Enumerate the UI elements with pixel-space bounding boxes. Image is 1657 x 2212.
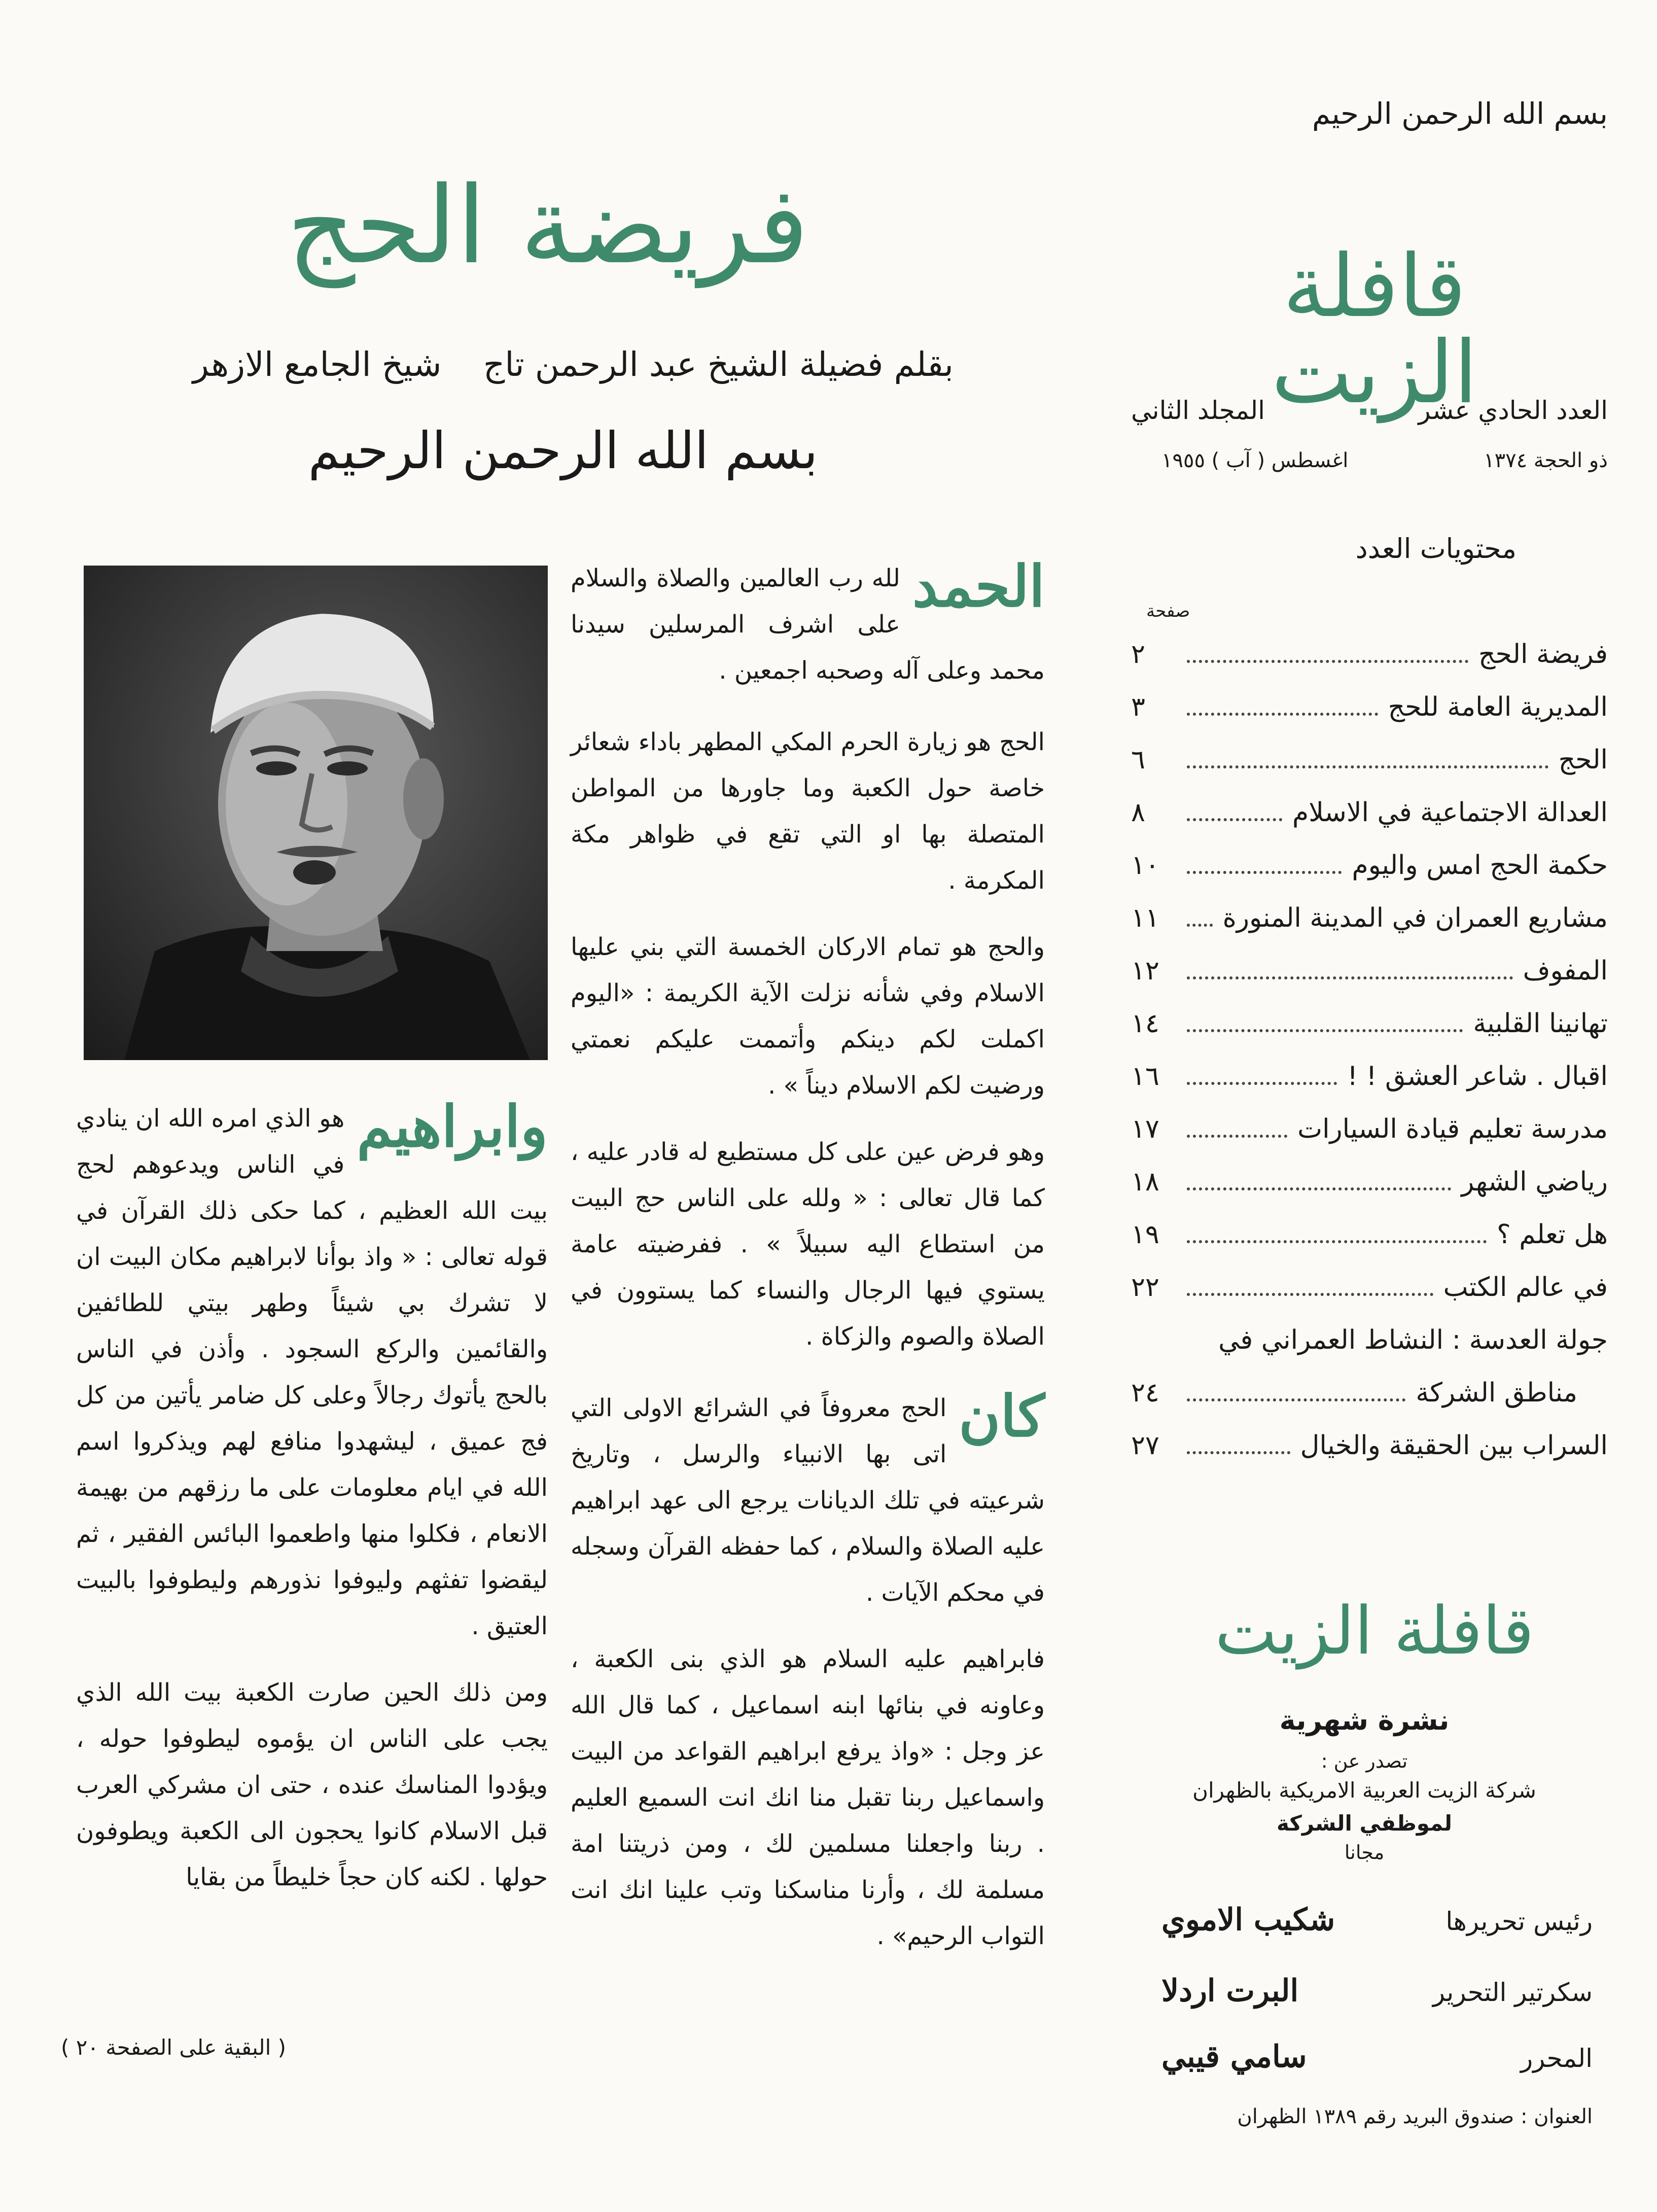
toc-item-page: ٢٢: [1131, 1272, 1159, 1303]
toc-item-title: اقبال . شاعر العشق ! !: [1347, 1061, 1608, 1092]
volume-number: المجلد الثاني: [1131, 396, 1265, 425]
toc-item-title: المديرية العامة للحج: [1388, 692, 1608, 722]
toc-item-page: ٣: [1131, 692, 1145, 722]
toc-leader-dots: [1187, 871, 1342, 874]
toc-item-page: ٢: [1131, 639, 1145, 670]
toc-item-title: تهانينا القلبية: [1473, 1008, 1608, 1039]
toc-item: [1131, 850, 1608, 903]
toc-item: [1131, 797, 1608, 850]
toc-item-page: ١٩: [1131, 1219, 1159, 1250]
article-column-1: [571, 555, 1045, 2067]
paragraph: فابراهيم عليه السلام هو الذي بنى الكعبة ، وعاونه في بنائها ابنه اسماعيل ، كما قال الله عز وجل : «واذ يرفع ابراهيم القواعد من البيت واسماعيل ربنا تقبل منا انك انت السميع العليم . ربنا واجعلنا مسلمين لك ، ومن ذريتنا امة مسلمة لك ، وأرنا مناسكنا وتب علينا انك انت التواب الرحيم» .: [571, 1645, 1045, 1950]
secretary-name: البرت اردلا: [1161, 1973, 1299, 2009]
toc-item-title: جولة العدسة : النشاط العمراني في: [1218, 1325, 1608, 1355]
dropcap-alhamd: الحمد: [912, 553, 1045, 620]
toc-item: [1131, 1008, 1608, 1061]
toc-item-page: ١٨: [1131, 1167, 1159, 1197]
toc-leader-dots: [1187, 1240, 1487, 1243]
editor-in-chief-name: شكيب الاموي: [1161, 1902, 1335, 1938]
toc-item: [1131, 745, 1608, 797]
masthead: قافلة الزيت: [1271, 236, 1478, 423]
toc-item: [1131, 1167, 1608, 1219]
toc-item: [1131, 692, 1608, 745]
author-position: شيخ الجامع الازهر: [193, 345, 442, 384]
toc-item-page: ١٤: [1131, 1008, 1159, 1039]
paragraph: الحج معروفاً في الشرائع الاولى التي اتى بها الانبياء والرسل ، وتاريخ شرعيته في تلك الديانات يرجع الى عهد ابراهيم عليه الصلاة والسلام ، كما حفظه القرآن وسجله في محكم الآيات .: [571, 1394, 1045, 1607]
secretary: [1161, 1973, 1593, 2009]
paragraph: هو الذي امره الله ان ينادي في الناس ويدعوهم لحج بيت الله العظيم ، كما حكى ذلك القرآن في قوله تعالى : « واذ بوأنا لابراهيم مكان البيت ان لا تشرك بي شيئاً وطهر بيتي للطائفين والقائمين والركع السجود . وأذن في الناس بالحج يأتوك رجالاً وعلى كل ضامر يأتين من كل فج عميق ، ليشهدوا منافع لهم ويذكروا اسم الله في ايام معلومات على ما رزقهم من بهيمة الانعام ، فكلوا منها واطعموا البائس الفقير ، ثم ليقضوا تفثهم وليوفوا نذورهم وليطوفوا بالبيت العتيق .: [76, 1104, 548, 1640]
toc-leader-dots: [1187, 1029, 1463, 1032]
toc-item-page: ١٠: [1131, 850, 1159, 881]
toc-item-page: ١٢: [1131, 956, 1159, 986]
editor-name: سامي قيبي: [1161, 2039, 1307, 2075]
toc-leader-dots: [1187, 1135, 1287, 1138]
author: بقلم فضيلة الشيخ عبد الرحمن تاج: [483, 345, 954, 384]
toc-item-title: حكمة الحج امس واليوم: [1352, 850, 1608, 881]
issue-info-row: [1131, 396, 1608, 425]
issued-by: تصدر عن :: [1321, 1750, 1408, 1772]
contents-title: محتويات العدد: [1355, 533, 1517, 565]
toc-item-page: ١٦: [1131, 1061, 1159, 1092]
sidebar: [1131, 76, 1608, 2181]
toc-leader-dots: [1187, 1187, 1451, 1190]
toc-item-title: مناطق الشركة: [1416, 1378, 1577, 1408]
dropcap-wa-ibrahim: وابراهيم: [357, 1094, 548, 1160]
toc-item-page: ٢٧: [1131, 1430, 1159, 1461]
portrait-image: [84, 566, 548, 1060]
toc-item-title: رياضي الشهر: [1461, 1167, 1608, 1197]
toc-item-page: ٢٤: [1131, 1378, 1159, 1408]
editor-role: المحرر: [1520, 2044, 1593, 2073]
toc-item: [1131, 1272, 1608, 1325]
dropcap-kan: كان: [959, 1383, 1045, 1450]
toc-item: [1131, 956, 1608, 1008]
toc-item-page: ٨: [1131, 797, 1145, 828]
toc-leader-dots: [1187, 660, 1468, 663]
toc-leader-dots: [1187, 765, 1548, 768]
toc-item: [1131, 1378, 1608, 1430]
sidebar-basmala: بسم الله الرحمن الرحيم: [1312, 96, 1608, 131]
free-label: مجانا: [1344, 1841, 1385, 1864]
article-column-2: [76, 1096, 548, 2029]
toc-item-page: ٦: [1131, 745, 1145, 775]
company-name: شركة الزيت العربية الامريكية بالظهران: [1192, 1778, 1536, 1803]
toc-item-title: العدالة الاجتماعية في الاسلام: [1292, 797, 1608, 828]
toc-item: [1131, 1114, 1608, 1167]
article-basmala: بسم الله الرحمن الرحيم: [308, 421, 818, 480]
toc-leader-dots: [1187, 976, 1513, 979]
author-photo: [84, 566, 548, 1060]
toc-item-title: هل تعلم ؟: [1497, 1219, 1608, 1250]
toc-item-title: مدرسة تعليم قيادة السيارات: [1297, 1114, 1608, 1144]
paragraph: الحج هو زيارة الحرم المكي المطهر باداء شعائر خاصة حول الكعبة وما جاورها من المواطن المتصلة بها او التي تقع في ظواهر مكة المكرمة .: [571, 728, 1045, 895]
toc-item-title: في عالم الكتب: [1443, 1272, 1608, 1303]
toc-leader-dots: [1187, 1293, 1433, 1296]
toc-item-title: فريضة الحج: [1478, 639, 1608, 670]
toc-item-title: السراب بين الحقيقة والخيال: [1300, 1430, 1608, 1461]
masthead-bottom: قافلة الزيت: [1215, 1592, 1534, 1669]
paragraph: ومن ذلك الحين صارت الكعبة بيت الله الذي يجب على الناس ان يؤموه ليطوفوا حوله ، ويؤدوا المناسك عنده ، حتى ان مشركي العرب قبل الاسلام كانوا يحجون الى الكعبة ويطوفون حولها . لكنه كان حجاً خليطاً من بقايا: [76, 1678, 548, 1891]
paragraph: والحج هو تمام الاركان الخمسة التي بني عليها الاسلام وفي شأنه نزلت الآية الكريمة : «اليوم اكملت لكم دينكم وأتممت عليكم نعمتي ورضيت لكم الاسلام ديناً » .: [571, 933, 1045, 1100]
byline: [193, 345, 954, 384]
toc-item: [1131, 1061, 1608, 1114]
toc-item: [1131, 1325, 1608, 1378]
secretary-role: سكرتير التحرير: [1432, 1978, 1593, 2007]
editor-in-chief-role: رئيس تحريرها: [1446, 1907, 1593, 1936]
toc-item-page: ١٧: [1131, 1114, 1159, 1144]
toc-item: [1131, 639, 1608, 692]
toc-leader-dots: [1187, 818, 1282, 821]
toc-leader-dots: [1187, 1451, 1290, 1454]
paragraph: لله رب العالمين والصلاة والسلام على اشرف المرسلين سيدنا محمد وعلى آله وصحبه اجمعين .: [571, 564, 1045, 685]
toc-item: [1131, 1219, 1608, 1272]
address: العنوان : صندوق البريد رقم ١٣٨٩ الظهران: [1237, 2105, 1593, 2128]
toc-item-title: مشاريع العمران في المدينة المنورة: [1222, 903, 1608, 933]
toc-item-page: ١١: [1131, 903, 1159, 933]
toc-item: [1131, 1430, 1608, 1483]
monthly-label: نشرة شهرية: [1279, 1704, 1450, 1736]
paragraph: وهو فرض عين على كل مستطيع له قادر عليه ، كما قال تعالى : « ولله على الناس حج البيت من استطاع اليه سبيلاً » . ففرضيته عامة يستوي فيها الرجال والنساء كما يستوون في الصلاة والصوم والزكاة .: [571, 1138, 1045, 1351]
issue-number: العدد الحادي عشر: [1418, 396, 1608, 425]
page-column-header: صفحة: [1146, 601, 1190, 621]
editor-in-chief: [1161, 1902, 1593, 1938]
hijri-date: ذو الحجة ١٣٧٤: [1484, 449, 1608, 472]
toc-leader-dots: [1187, 1398, 1405, 1401]
toc-item: [1131, 903, 1608, 956]
editor: [1161, 2039, 1593, 2075]
issue-date-row: [1161, 449, 1608, 472]
toc-leader-dots: [1187, 713, 1378, 716]
article-title: فريضة الحج: [287, 163, 809, 288]
toc-item-title: الحج: [1558, 745, 1608, 775]
audience: لموظفي الشركة: [1276, 1811, 1453, 1836]
toc-item-title: المفوف: [1523, 956, 1608, 986]
toc-leader-dots: [1187, 924, 1213, 927]
table-of-contents: [1131, 639, 1608, 1483]
toc-leader-dots: [1187, 1082, 1337, 1085]
continued-note: ( البقية على الصفحة ٢٠ ): [61, 2035, 286, 2060]
gregorian-date: اغسطس ( آب ) ١٩٥٥: [1161, 449, 1349, 472]
